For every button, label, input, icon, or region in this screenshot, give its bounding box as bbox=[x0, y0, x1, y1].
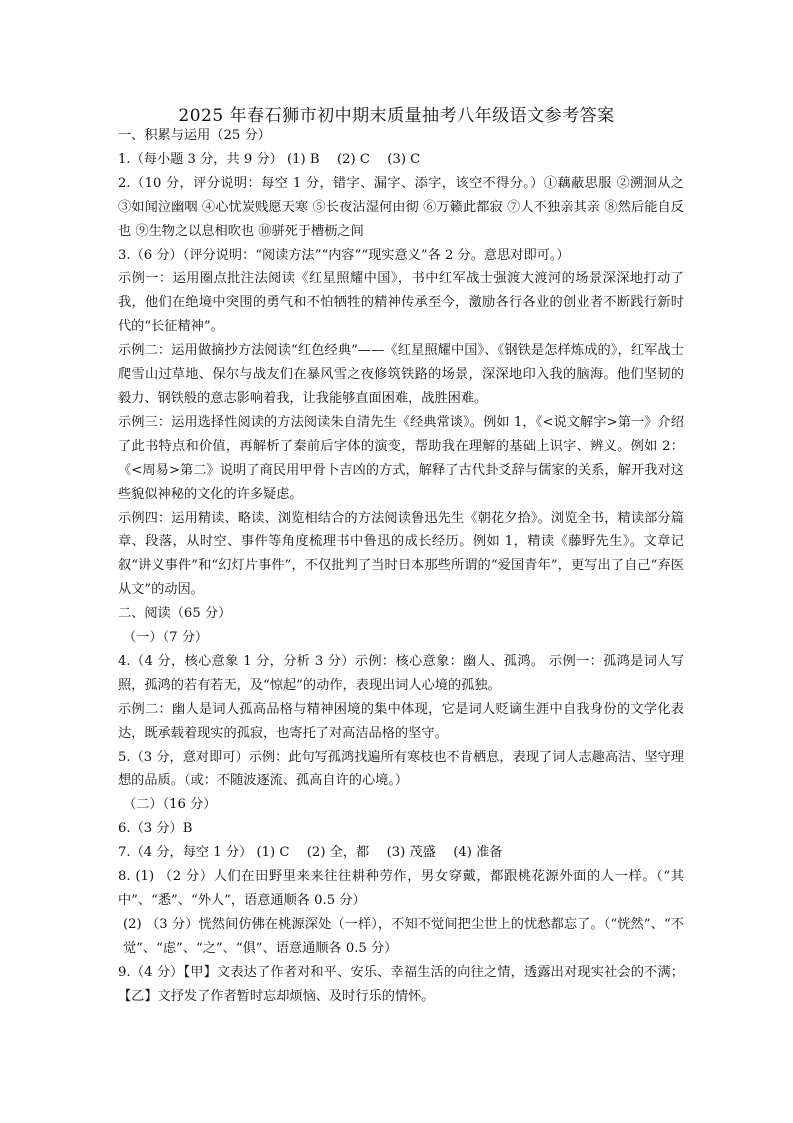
example-paragraph: 示例二：运用做摘抄方法阅读“红色经典”——《红星照耀中国》、《钢铁是怎样炼成的》，红军战士爬雪山过草地、保尔与战友们在暴风雪之夜修筑铁路的场景，深深地印入我的脑海。他们坚韧的毅力、钢铁般的意志影响着我，让我能够直面困难，战胜困难。 bbox=[118, 343, 684, 406]
page-title: 2025 年春石狮市初中期末质量抽考八年级语文参考答案 bbox=[178, 106, 615, 126]
example-paragraph: 示例四：运用精读、略读、浏览相结合的方法阅读鲁迅先生《朝花夕拾》。浏览全书，精读部分篇章、段落，从时空、事件等角度梳理书中鲁迅的成长经历。例如 1，精读《藤野先生》。文章记叙“讲义事件”和“幻灯片事件”，不仅批判了当时日本那些所谓的“爱国青年”，更写出了自己“弃医从文”的动因。 bbox=[118, 510, 684, 598]
answer-line: 3.（6 分）（评分说明：“阅读方法”“内容”“现实意义”各 2 分。意思对即可。） bbox=[118, 247, 570, 263]
example-paragraph: 示例三：运用选择性阅读的方法阅读朱自清先生《经典常谈》。例如 1，《<说文解字>第一》介绍了此书特点和价值，再解析了秦前后字体的演变，帮助我在理解的基础上识字、辨义。例如 2：《<周易>第二》说明了商民用甲骨卜吉凶的方式，解释了古代卦爻辞与儒家的关系，解开我对这些貌似神秘的文化的许多疑虑。 bbox=[118, 414, 684, 502]
answer-line: 9.（4 分）【甲】文表达了作者对和平、安乐、幸福生活的向往之情，透露出对现实社会的不满；【乙】文抒发了作者暂时忘却烦恼、及时行乐的情怀。 bbox=[118, 964, 684, 1004]
example-paragraph: 示例一：运用圈点批注法阅读《红星照耀中国》，书中红军战士强渡大渡河的场景深深地打动了我，他们在绝境中突围的勇气和不怕牺牲的精神传承至今，激励各行各业的创业者不断践行新时代的“长征精神”。 bbox=[118, 271, 684, 335]
answer-line: (2) （3 分）恍然间仿佛在桃源深处（一样），不知不觉间把尘世上的忧愁都忘了。（“恍然”、“不觉”、“虑”、“之”、“俱”、语意通顺各 0.5 分） bbox=[123, 916, 684, 956]
subsection-heading: （一）（7 分） bbox=[123, 630, 209, 646]
answer-line: 5.（3 分，意对即可）示例：此句写孤鸿找遍所有寒枝也不肯栖息，表现了词人志趣高洁、坚守理想的品质。（或：不随波逐流、孤高自许的心境。） bbox=[118, 749, 684, 789]
answer-line: 4.（4 分，核心意象 1 分，分析 3 分）示例：核心意象：幽人、孤鸿。 示例一：孤鸿是词人写照，孤鸿的若有若无，及“惊起”的动作，表现出词人心境的孤独。 bbox=[118, 653, 684, 693]
section-heading: 一、积累与运用（25 分） bbox=[118, 128, 271, 143]
section-heading: 二、阅读（65 分） bbox=[118, 606, 232, 622]
answer-content bbox=[118, 124, 684, 1009]
answer-line: 7.（4 分，每空 1 分） (1) C (2) 全，都 (3) 茂盛 (4) 准备 bbox=[118, 845, 503, 861]
answer-line: 8. (1) （2 分）人们在田野里来来往往耕种劳作，男女穿戴，都跟桃花源外面的人一样。（“其中”、“悉”、“外人”，语意通顺各 0.5 分） bbox=[118, 869, 684, 908]
answer-line: 6.（3 分）B bbox=[118, 821, 193, 837]
example-paragraph: 示例二：幽人是词人孤高品格与精神困境的集中体现，它是词人贬谪生涯中自我身份的文学化表达，既承载着现实的孤寂，也寄托了对高洁品格的坚守。 bbox=[118, 701, 684, 741]
answer-line: 1.（每小题 3 分，共 9 分） (1) B (2) C (3) C bbox=[118, 151, 421, 167]
subsection-heading: （二）（16 分） bbox=[123, 797, 217, 813]
answer-line: 2.（10 分，评分说明：每空 1 分，错字、漏字、添字，该空不得分。）①藕蔽思服 ②溯洄从之 ③如闻泣幽咽 ④心忧炭贱愿天寒 ⑤长夜沾湿何由彻 ⑥万籁此都寂 ⑦人不独亲其亲 ⑧然后能自反也 ⑨生物之以息相吹也 ⑩骈死于槽枥之间 bbox=[118, 175, 684, 239]
